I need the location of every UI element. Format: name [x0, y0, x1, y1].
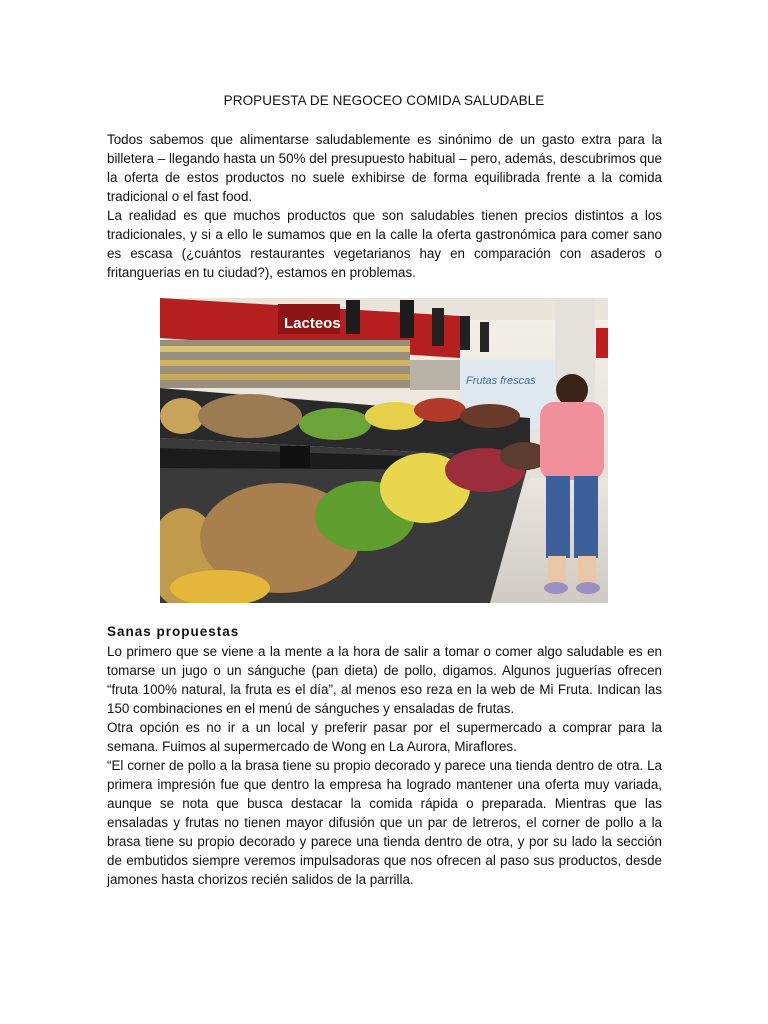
- lacteos-sign-text: Lacteos: [284, 315, 341, 332]
- price-tag: [280, 446, 310, 468]
- intro-paragraph-1: Todos sabemos que alimentarse saludablemente es sinónimo de un gasto extra para la billetera – llegando hasta un 50% del presupuesto habitual – pero, además, descubrimos que la oferta de estos productos no suele exhibirse de forma equilibrada frente a la comida tradicional o el fast food.: [107, 132, 662, 204]
- photo-illustration: [160, 298, 608, 603]
- document-title: PROPUESTA DE NEGOCEO COMIDA SALUDABLE: [223, 93, 545, 108]
- intro-paragraph-2: La realidad es que muchos productos que son saludables tienen precios distintos a los tradicionales, y si a ello le sumamos que en la calle la oferta gastronómica para comer sano es escasa (¿cuántos restaurantes vegetarianos hay en comparación con asaderos o fritanguerias en tu ciudad?), estamos en problemas.: [107, 208, 662, 280]
- supermarket-produce-photo: [160, 298, 608, 603]
- body-paragraph-3: “El corner de pollo a la brasa tiene su propio decorado y parece una tienda dentro de otra. La primera impresión fue que dentro la empresa ha logrado mantener una oferta muy variada, aunque se nota que busca destacar la comida rápida o preparada. Mientras que las ensaladas y frutas no tienen mayor difusión que un par de letreros, el corner de pollo a la brasa tiene su propio decorado y parece una tienda dentro de otra, y por su lado la sección de embutidos siempre veremos impulsadoras que nos ofrecen al paso sus productos, desde jamones hasta chorizos recién salidos de la parrilla.: [107, 758, 662, 887]
- fresh-fruit-banner-text: Frutas frescas: [466, 375, 536, 387]
- body-paragraph-2: Otra opción es no ir a un local y preferir pasar por el supermercado a comprar para la semana. Fuimos al supermercado de Wong en La Aurora, Miraflores.: [107, 720, 662, 754]
- body-paragraph-1: Lo primero que se viene a la mente a la hora de salir a tomar o comer algo saludable es en tomarse un jugo o un sánguche (pan dieta) de pollo, digamos. Algunos juguerías ofrecen “fruta 100% natural, la fruta es el día”, al menos eso reza en la web de Mi Fruta. Indican las 150 combinaciones en el menú de sánguches y ensaladas de frutas.: [107, 644, 662, 716]
- section-heading: Sanas propuestas: [107, 624, 240, 639]
